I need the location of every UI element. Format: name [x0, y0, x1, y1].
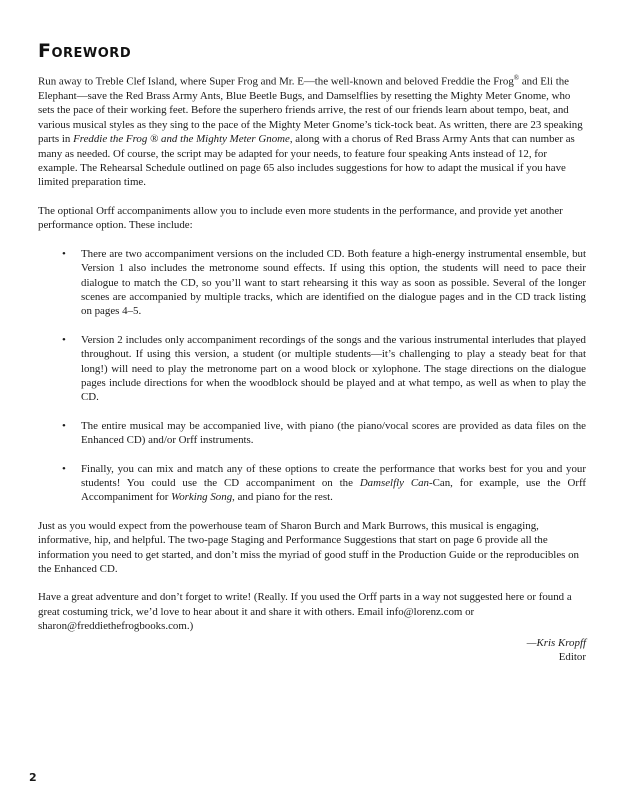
list-item — [38, 462, 586, 505]
mix-text-b: Can, for example, use the Orff Accompaniment for — [81, 476, 586, 504]
registered-mark: ® — [513, 74, 520, 82]
signature — [38, 636, 586, 650]
list-item: • Version 2 includes only accompaniment recordings of the songs and the various instrumental interludes that played throughout. If using this version, a student (or multiple students—it’s challenging to play a steady beat for that long!) will need to play the metronome part on a wood block or xylophone. The stage directions on the dialogue pages include directions for when the woodblock should be played and at what tempo, as well as when to play the CD. — [38, 333, 586, 405]
page-number: 2 — [29, 771, 37, 784]
foreword-body — [38, 71, 586, 664]
list-item: • There are two accompaniment versions on the included CD. Both feature a high-energy instrumental ensemble, but Version 1 also includes the metronome sound effects. If using this option, the students will need to pace their dialogue to match the CD, so you’ll want to start rehearsing it this way as soon as possible. Several of the longer scenes are accompanied by multiple tracks, which are identified on the dialogue pages and in the CD track listing on pages 4–5. — [38, 247, 586, 319]
page-title: Foreword — [38, 40, 132, 62]
list-item: • The entire musical may be accompanied live, with piano (the piano/vocal scores are provided as data files on the Enhanced CD) and/or Orff instruments. — [38, 419, 586, 448]
paragraph-intro — [38, 71, 586, 190]
paragraph-orff: The optional Orff accompaniments allow you to include even more students in the performance, and provide yet another performance option. These include: — [38, 204, 563, 232]
intro-text-a: Run away to Treble Clef Island, where Super Frog and Mr. E—the well-known and beloved Freddie the Frog — [38, 75, 514, 88]
song-title-damselfly: Damselfly Can- — [359, 476, 433, 489]
signature-name: —Kris Kropff — [526, 636, 586, 649]
musical-title: Freddie the Frog ® and the Mighty Meter Gnome — [73, 133, 290, 146]
paragraph-contact: Have a great adventure and don’t forget to write! (Really. If you used the Orff parts in a way not suggested here or found a great costuming trick, we’d love to hear about it and share it with others. Email info@lorenz.com or sharon@freddiethefrogbooks.com.) — [38, 591, 572, 633]
options-list — [38, 247, 586, 505]
mix-text-c: , and piano for the rest. — [232, 491, 333, 504]
paragraph-team: Just as you would expect from the powerhouse team of Sharon Burch and Mark Burrows, this musical is engaging, informative, hip, and helpful. The two-page Staging and Performance Suggestions that start on page 6 provide all the information you need to get started, and don’t miss the myriad of good stuff in the Production Guide or the reproducibles on the Enhanced CD. — [38, 519, 580, 575]
song-title-working: Working Song — [171, 491, 233, 504]
signature-role: Editor — [558, 651, 586, 664]
mix-text-a: Finally, you can mix and match any of these options to create the performance that works best for you and your students! You could use the CD accompaniment on the — [81, 462, 586, 489]
intro-text-c: , along with a chorus of Red Brass Army Ants that can number as many as needed. Of course, the script may be adapted for your needs, to feature four speaking Ants instead of 12, for example. The Rehearsal Schedule outlined on page 65 also includes suggestions for how to adapt the musical if you have limited preparation time. — [38, 133, 575, 189]
intro-text-b: and Eli the Elephant—save the Red Brass Army Ants, Blue Beetle Bugs, and Damselflies by resetting the Mighty Meter Gnome, who sets the pace of their working feet. Before the superhero friends arrive, the rest of our friends learn about tempo, beat, and various musical styles as they sing to the pace of the Mighty Meter Gnome’s tick-tock beat. As written, there are 23 speaking parts in — [38, 75, 583, 146]
